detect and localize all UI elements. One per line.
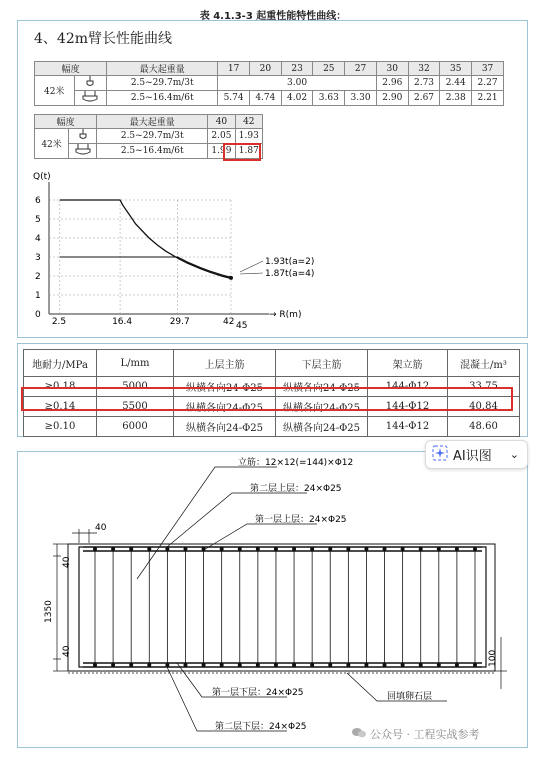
cell: 5000 [97,377,174,397]
dim-40-top: 40 [95,523,107,533]
y-tick-label: 4 [35,234,41,244]
bar-dot [274,548,277,551]
bar-dot [365,548,368,551]
cell: 40.84 [448,397,520,417]
bar-dot [293,548,296,551]
hdr-max-load-2: 最大起重量 [97,115,208,129]
t2-row1-max: 2.5~29.7m/3t [97,129,208,144]
hdr-length: L/mm [97,350,174,377]
bar-dot [383,548,386,551]
hdr-bearing: 地耐力/MPa [24,350,97,377]
bar-dot [329,548,332,551]
bar-dot [94,664,97,667]
label-stand-bars: 立筋：12×12(=144)×Φ12 [238,458,354,468]
chevron-down-icon[interactable]: ⌄ [509,448,519,461]
end-point-marker [229,276,233,280]
left-end-hook [79,547,83,667]
row1-merged: 3.00 [218,76,377,91]
t2-row2-40: 1.99 [208,144,235,159]
bar-dot [238,664,241,667]
row2-37: 2.21 [472,91,504,106]
watermark [352,726,480,742]
t2-row2-max: 2.5~16.4m/6t [97,144,208,159]
note-a4: 1.87t(a=4) [265,269,315,279]
row2-27: 3.30 [345,91,377,106]
x-tick-label: 2.5 [51,317,67,327]
boom-length-label-2: 42米 [35,129,69,159]
row2-32: 2.67 [408,91,440,106]
dim-100: 100 [488,649,498,667]
rebar-section-drawing [17,451,526,746]
row1-30: 2.96 [376,76,408,91]
row1-35: 2.44 [440,76,472,91]
row2-25: 3.63 [313,91,345,106]
t2-row1-40: 2.05 [208,129,235,144]
bar-dot [419,664,422,667]
highlight-box-1-87 [223,143,261,161]
bar-dot [474,548,477,551]
label-l2-top: 第二层上层：24×Φ25 [250,484,342,494]
hdr-stand-bars: 架立筋 [368,350,448,377]
row2-20: 4.74 [249,91,281,106]
cell: 144-Φ12 [368,397,448,417]
bar-dot [166,664,169,667]
x-tick-label: 16.4 [112,317,133,327]
radius-17: 17 [218,62,250,76]
bar-dot [148,548,151,551]
watermark-text: 公众号 · 工程实战参考 [370,728,480,741]
radius-35: 35 [440,62,472,76]
t2-row1-42: 1.93 [235,129,262,144]
bar-dot [148,664,151,667]
cell: ≥0.10 [24,417,97,437]
row1-max: 2.5~29.7m/3t [107,76,218,91]
row2-35: 2.38 [440,91,472,106]
radius-40: 40 [208,115,235,129]
single-hook-icon [69,129,97,144]
hdr-max-load: 最大起重量 [107,62,218,76]
bar-dot [94,548,97,551]
bar-dot [293,664,296,667]
x-tick-label: 45 [236,321,248,330]
cell: 144-Φ12 [368,417,448,437]
double-hook-icon [69,144,97,159]
row2-17: 5.74 [218,91,250,106]
bar-dot [112,664,115,667]
radius-42: 42 [235,115,262,129]
bar-dot [383,664,386,667]
row2-23: 4.02 [281,91,313,106]
radius-32: 32 [408,62,440,76]
radius-25: 25 [313,62,345,76]
slab-outline [68,544,495,671]
bar-dot [437,664,440,667]
section-title: 4、42m臂长性能曲线 [34,31,172,47]
bar-dot [256,548,259,551]
bar-dot [220,664,223,667]
cell: 33.75 [448,377,520,397]
note-a2: 1.93t(a=2) [265,257,315,267]
note-leader-a2 [240,261,263,272]
x-tick-label: 42 [223,317,235,327]
cell: 纵横各向24-Φ25 [276,377,368,397]
bar-dot [238,548,241,551]
cell: ≥0.14 [24,397,97,417]
y-axis-label: Q(t) [33,172,51,182]
y-tick-label: 3 [35,253,41,263]
y-tick-label: 5 [35,215,41,225]
bar-dot [437,548,440,551]
cell: 纵横各向24-Φ25 [174,377,276,397]
radius-30: 30 [376,62,408,76]
row1-32: 2.73 [408,76,440,91]
bar-dot [311,548,314,551]
label-l1-top: 第一层上层：24×Φ25 [255,515,347,525]
bar-dot [130,664,133,667]
y-tick-label: 0 [35,310,41,320]
bar-dot [329,664,332,667]
ai-badge-label: AI识图 [453,449,492,464]
hdr-concrete: 混凝土/m³ [448,350,520,377]
dim-40-left-top: 40 [62,556,72,568]
bar-dot [202,664,205,667]
bar-dot [130,548,133,551]
radius-23: 23 [281,62,313,76]
bar-dot [365,664,368,667]
wechat-icon [352,727,366,742]
hdr-upper-bars: 上层主筋 [174,350,276,377]
cell: ≥0.18 [24,377,97,397]
bar-dot [166,548,169,551]
capacity-curve-chart [25,168,325,330]
right-end-hook [482,547,486,667]
row2-30: 2.90 [376,91,408,106]
sparkle-icon [432,445,448,465]
dim-40-left-bottom: 40 [62,645,72,657]
ai-image-recognition-button[interactable] [425,440,528,469]
bar-dot [401,664,404,667]
x-tick-label: 29.7 [169,317,190,327]
row1-37: 2.27 [472,76,504,91]
cell: 纵横各向24-Φ25 [174,417,276,437]
bar-dot [347,664,350,667]
label-backfill: 回填卵石层 [387,692,433,702]
single-hook-icon [74,76,107,91]
cell: 48.60 [448,417,520,437]
bar-dot [184,664,187,667]
cell: 6000 [97,417,174,437]
capacity-series-1 [60,200,231,278]
cell: 144-Φ12 [368,377,448,397]
t2-row2-42: 1.87 [235,144,262,159]
highlight-row-0-14 [21,387,513,411]
bar-dot [347,548,350,551]
cell: 纵横各向24-Φ25 [276,417,368,437]
bar-dot [220,548,223,551]
radius-27: 27 [345,62,377,76]
cell: 纵横各向24-Φ25 [174,397,276,417]
dim-1350: 1350 [44,600,54,623]
boom-length-label: 42米 [35,76,75,106]
cell: 5500 [97,397,174,417]
bar-dot [455,548,458,551]
y-tick-label: 1 [35,291,41,301]
hdr-lower-bars: 下层主筋 [276,350,368,377]
capacity-table-1 [34,61,504,106]
bar-dot [474,664,477,667]
note-leader-a4 [240,273,263,274]
double-hook-icon [74,91,107,106]
radius-20: 20 [249,62,281,76]
bar-dot [112,548,115,551]
cell: 纵横各向24-Φ25 [276,397,368,417]
x-axis-label: → R(m) [269,310,302,320]
y-tick-label: 2 [35,272,41,282]
label-l2-bot: 第二层下层：24×Φ25 [215,722,307,732]
row2-max: 2.5~16.4m/6t [107,91,218,106]
capacity-series-2 [60,257,231,277]
hdr-amplitude: 幅度 [35,62,107,76]
y-tick-label: 6 [35,196,41,206]
label-l1-bot: 第一层下层：24×Φ25 [212,688,304,698]
figure-caption: 表 4.1.3-3 起重性能特性曲线： [199,11,347,22]
hdr-amplitude-2: 幅度 [35,115,97,129]
bar-dot [455,664,458,667]
bar-dot [419,548,422,551]
bar-dot [311,664,314,667]
bar-dot [184,548,187,551]
bar-dot [256,664,259,667]
bar-dot [274,664,277,667]
bar-dot [401,548,404,551]
radius-37: 37 [472,62,504,76]
